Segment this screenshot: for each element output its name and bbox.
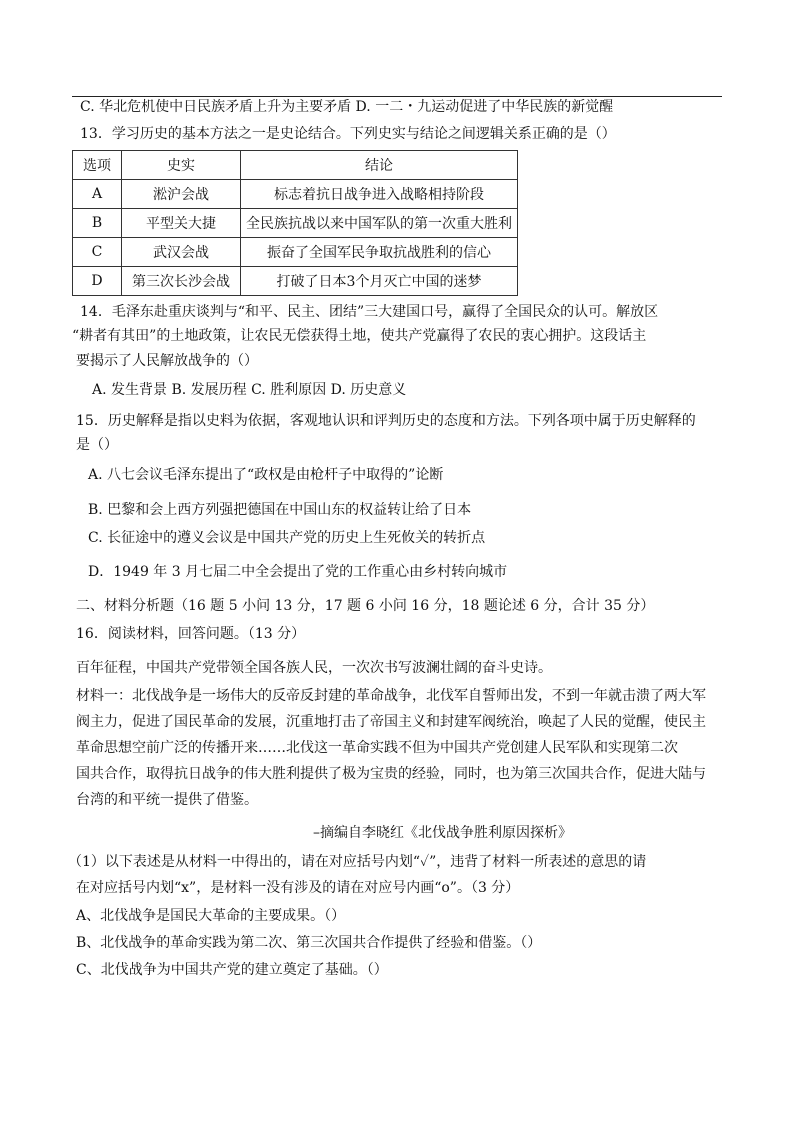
q16-statement-a: A、北伐战争是国民大革命的主要成果。（）: [76, 908, 346, 924]
header-conclusion: 结论: [241, 151, 518, 180]
q16-sub1-line-2: 在对应括号内划“x”，是材料一没有涉及的请在对应号内画“o”。（3 分）: [76, 880, 520, 896]
q16-statement-c: C、北伐战争为中国共产党的建立奠定了基础。（）: [76, 962, 388, 978]
q15-option-c: C. 长征途中的遵义会议是中国共产党的历史上生死攸关的转折点: [88, 530, 486, 546]
q13-table: [72, 150, 518, 296]
table-row: [73, 180, 518, 209]
q16-stem: 16．阅读材料，回答问题。（13 分）: [76, 626, 306, 642]
q16-intro: 百年征程，中国共产党带领全国各族人民，一次次书写波澜壮阔的奋斗史诗。: [76, 660, 552, 676]
table-row: [73, 267, 518, 296]
q15-option-b: B. 巴黎和会上西方列强把德国在中国山东的权益转让给了日本: [88, 502, 472, 518]
row-fact: 淞沪会战: [122, 180, 241, 209]
material-1-line-2: 阀主力，促进了国民革命的发展，沉重地打击了帝国主义和封建军阀统治，唤起了人民的觉醒，使民主: [76, 714, 706, 730]
q14-line-3: 要揭示了人民解放战争的（）: [76, 353, 258, 369]
q15-line-2: 是（）: [76, 437, 118, 453]
row-conclusion: 振奋了全国军民争取抗战胜利的信心: [241, 238, 518, 267]
q14-line-2: “耕者有其田”的土地政策，让农民无偿获得土地，使共产党赢得了农民的衷心拥护。这段话主: [72, 328, 647, 344]
row-option: A: [73, 180, 122, 209]
q15-line-1: 15．历史解释是指以史料为依据，客观地认识和评判历史的态度和方法。下列各项中属于历史解释的: [76, 413, 696, 429]
q14-options: A. 发生背景 B. 发展历程 C. 胜利原因 D. 历史意义: [92, 382, 407, 398]
section-2-heading: 二、材料分析题（16 题 5 小问 13 分，17 题 6 小问 16 分，18 题论述 6 分，合计 35 分）: [76, 598, 655, 614]
row-option: C: [73, 238, 122, 267]
material-1-line-1: 材料一：北伐战争是一场伟大的反帝反封建的革命战争，北伐军自誓师出发，不到一年就击溃了两大军: [76, 688, 706, 704]
table-row: [73, 209, 518, 238]
q16-statement-b: B、北伐战争的革命实践为第二次、第三次国共合作提供了经验和借鉴。（）: [76, 935, 542, 951]
row-option: D: [73, 267, 122, 296]
row-fact: 武汉会战: [122, 238, 241, 267]
row-conclusion: 全民族抗战以来中国军队的第一次重大胜利: [241, 209, 518, 238]
q15-option-a: A. 八七会议毛泽东提出了“政权是由枪杆子中取得的”论断: [88, 467, 444, 483]
q16-sub1-line-1: （1）以下表述是从材料一中得出的，请在对应括号内划“✓”，违背了材料一所表述的意思的请: [68, 854, 647, 870]
header-option: 选项: [73, 151, 122, 180]
row-conclusion: 标志着抗日战争进入战略相持阶段: [241, 180, 518, 209]
row-conclusion: 打破了日本3个月灭亡中国的迷梦: [241, 267, 518, 296]
material-1-source: –摘编自李晓红《北伐战争胜利原因探析》: [313, 825, 572, 841]
q13-stem: 13．学习历史的基本方法之一是史论结合。下列史实与结论之间逻辑关系正确的是（）: [80, 126, 616, 142]
row-option: B: [73, 209, 122, 238]
q14-line-1: 14．毛泽东赴重庆谈判与“和平、民主、团结”三大建国口号，赢得了全国民众的认可。解放区: [80, 304, 659, 320]
q12-options-line: C. 华北危机使中日民族矛盾上升为主要矛盾 D. 一二・九运动促进了中华民族的新觉醒: [80, 99, 614, 115]
header-fact: 史实: [122, 151, 241, 180]
q15-option-d: D．1949 年 3 月七届二中全会提出了党的工作重心由乡村转向城市: [88, 564, 508, 580]
material-1-line-3: 革命思想空前广泛的传播开来……北伐这一革命实践不但为中国共产党创建人民军队和实现第二次: [76, 740, 678, 756]
row-fact: 平型关大捷: [122, 209, 241, 238]
material-1-line-5: 台湾的和平统一提供了借鉴。: [76, 792, 258, 808]
table-row: [73, 238, 518, 267]
row-fact: 第三次长沙会战: [122, 267, 241, 296]
material-1-line-4: 国共合作，取得抗日战争的伟大胜利提供了极为宝贵的经验，同时，也为第三次国共合作，促进大陆与: [76, 766, 706, 782]
table-header-row: [73, 151, 518, 180]
